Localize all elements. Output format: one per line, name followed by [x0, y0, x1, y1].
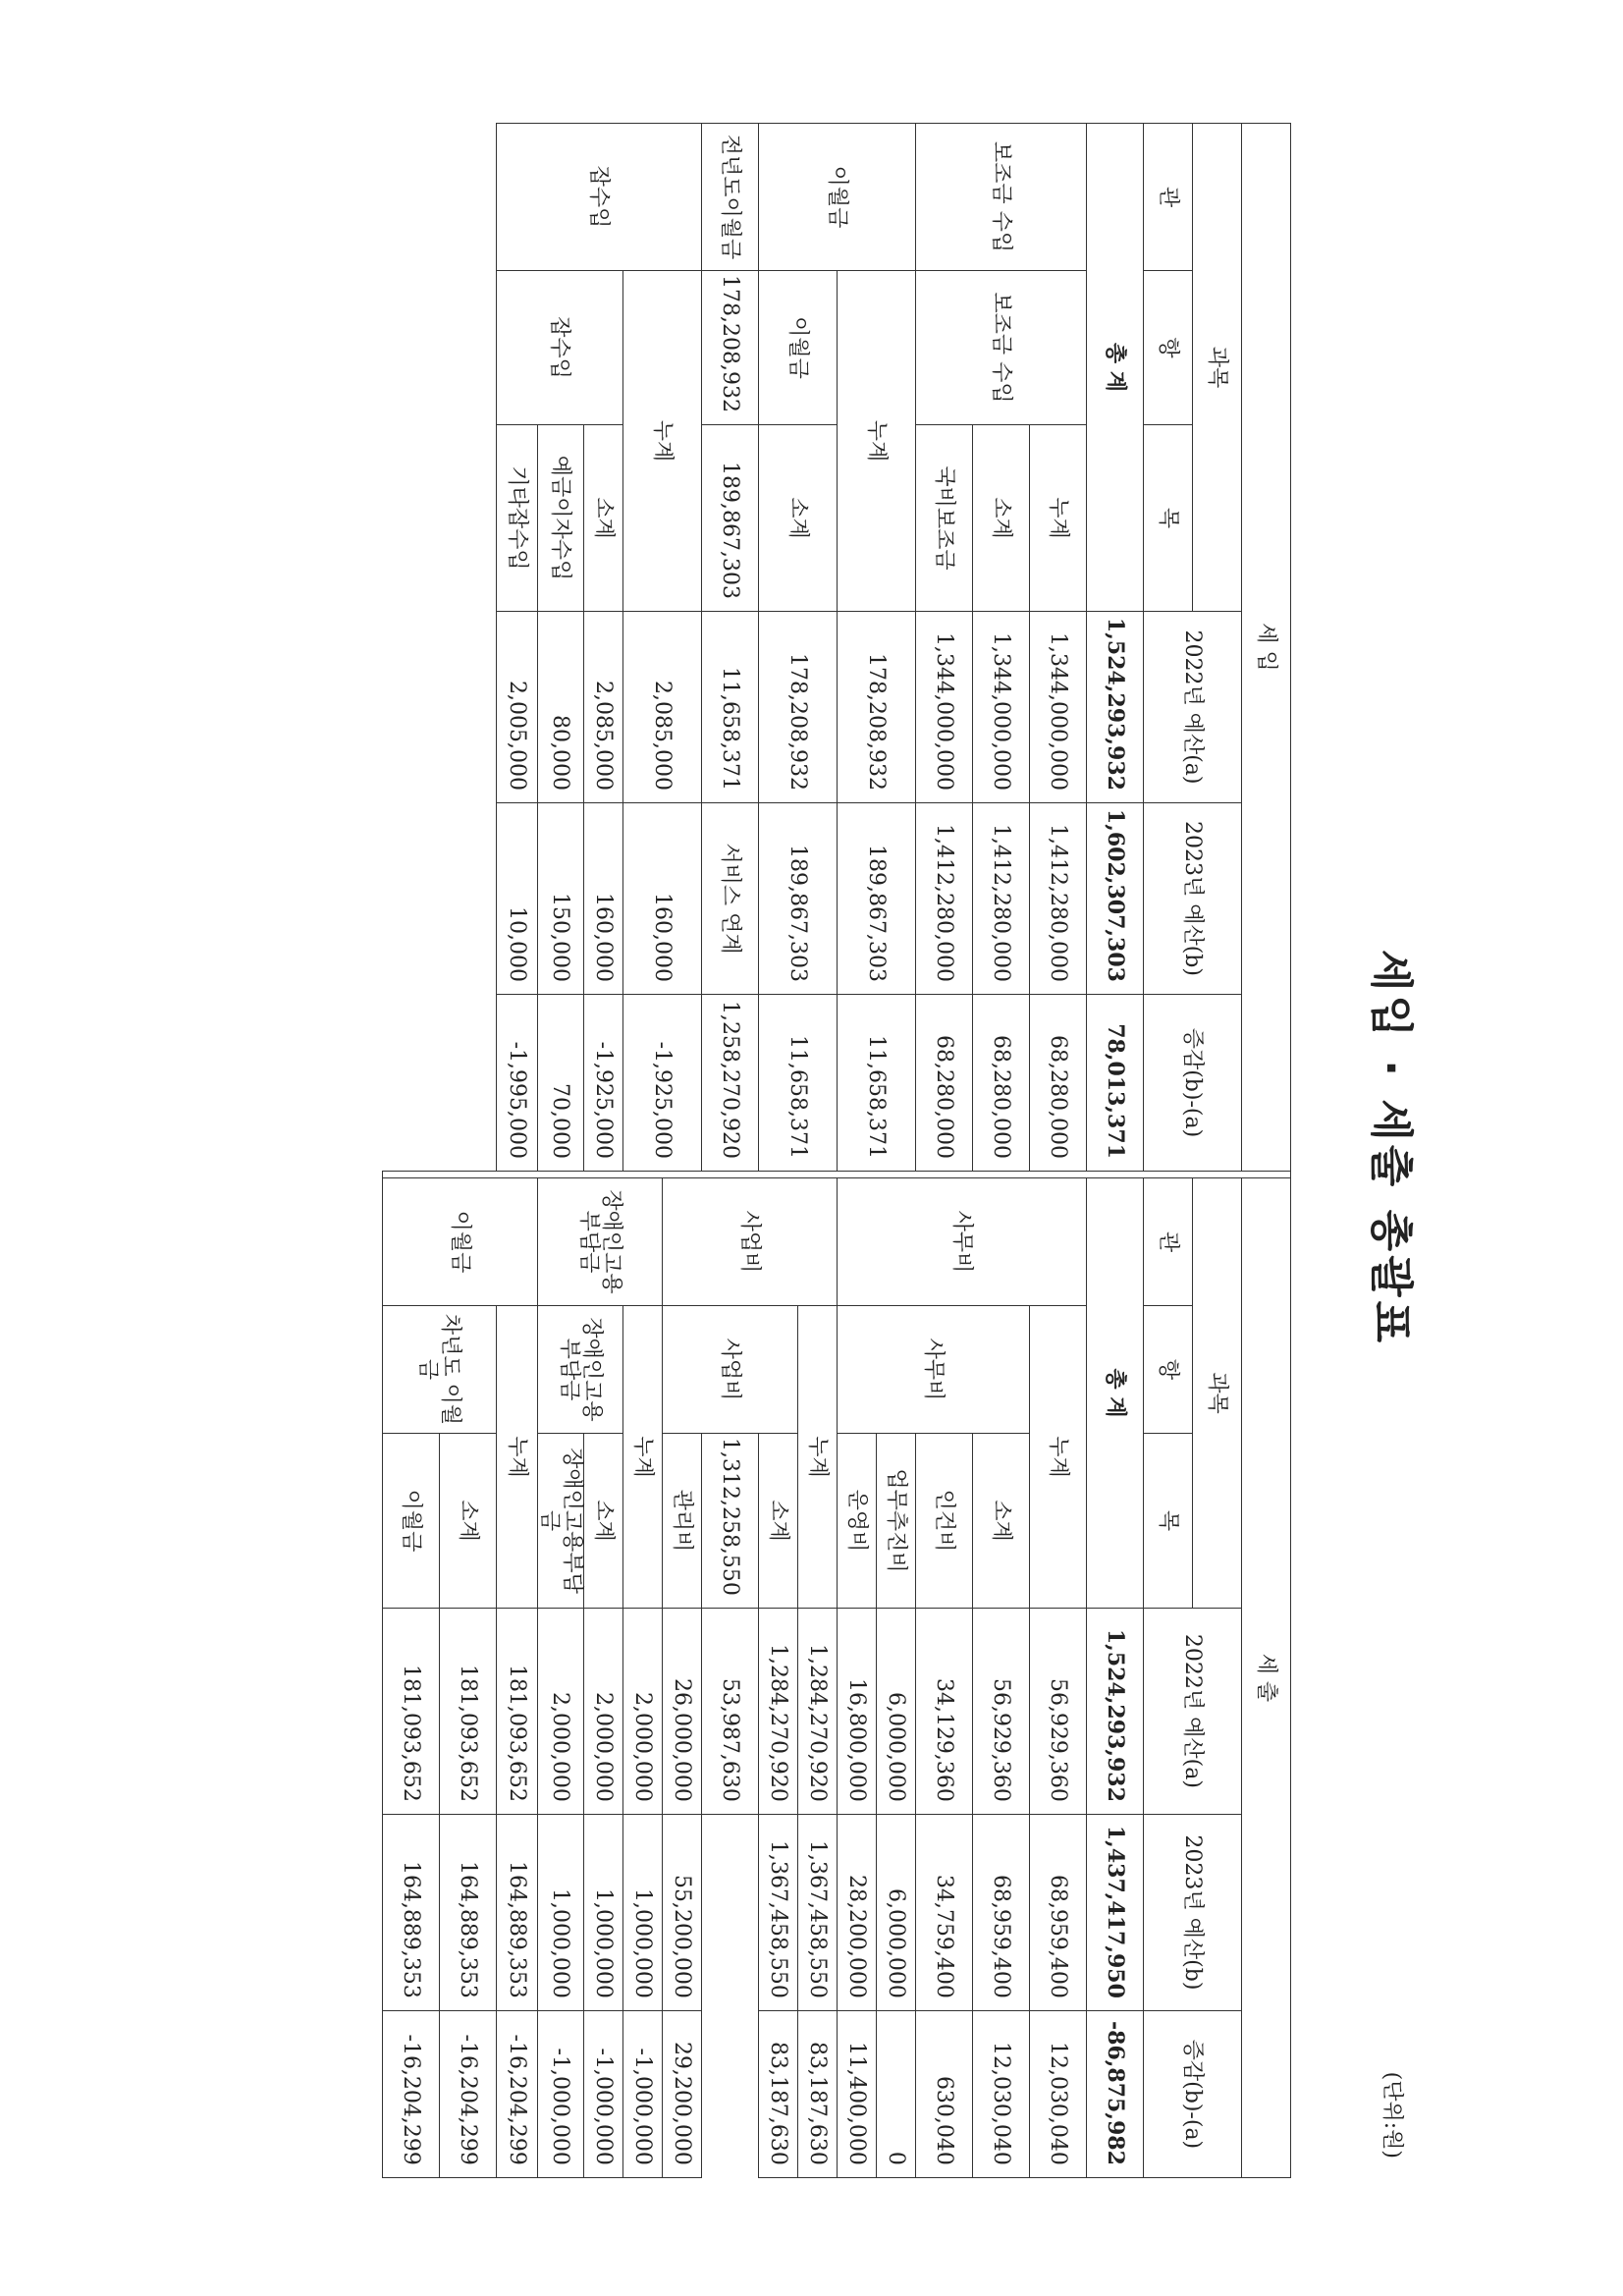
- revenue-2023-cell: 189,867,303: [838, 802, 916, 994]
- revenue-2023-cell: 150,000: [537, 802, 583, 994]
- expenditure-diff-cell: 53,987,630: [702, 1608, 759, 1814]
- revenue-2022-cell: 2,005,000: [496, 611, 537, 802]
- expenditure-mok-cell: 소계: [973, 1433, 1030, 1608]
- revenue-hang-cell: 보조금 수입: [916, 271, 1087, 425]
- expenditure-2023-cell: 68,959,400: [1030, 1814, 1087, 2010]
- revenue-total-2023: 1,602,307,303: [1087, 802, 1144, 994]
- expenditure-diff-cell: -1,000,000: [537, 2010, 583, 2177]
- expenditure-total-2023: 1,437,417,950: [1087, 1814, 1144, 2010]
- expenditure-mok-cell: 이월금: [382, 1433, 439, 1608]
- expenditure-col-2023: 2023년 예산(b): [1144, 1814, 1242, 2010]
- revenue-diff-cell: 68,280,000: [1030, 994, 1087, 1171]
- revenue-mok-cell: 소계: [584, 424, 623, 611]
- expenditure-gwan-cell: 사업비: [663, 1177, 838, 1305]
- revenue-mok-cell: 국비보조금: [916, 424, 973, 611]
- revenue-hang-cell: 누계: [623, 271, 702, 612]
- revenue-2022-cell: 178,208,932: [759, 611, 838, 802]
- expenditure-diff-cell: 29,200,000: [663, 2010, 702, 2177]
- revenue-diff-cell: 11,658,371: [702, 611, 759, 802]
- expenditure-hang-cell: 장애인고용부담금: [537, 1305, 622, 1433]
- expenditure-gwan-cell: 이월금: [382, 1177, 537, 1305]
- expenditure-mok-cell: 소계: [439, 1433, 496, 1608]
- expenditure-2023-cell: 6,000,000: [877, 1814, 916, 2010]
- expenditure-subject-header: 과목: [1193, 1177, 1242, 1608]
- revenue-col-2022: 2022년 예산(a): [1144, 611, 1242, 802]
- expenditure-2023-cell: 34,759,400: [916, 1814, 973, 2010]
- expenditure-2023-cell: 1,367,458,550: [759, 1814, 798, 2010]
- expenditure-hang-cell: 누계: [623, 1305, 663, 1608]
- revenue-section-header: 세 입: [1242, 124, 1291, 1172]
- expenditure-diff-cell: -16,204,299: [496, 2010, 537, 2177]
- revenue-2022-cell: 2,085,000: [623, 611, 702, 802]
- expenditure-mok-cell: 장애인고용부담금: [537, 1433, 583, 1608]
- revenue-col-gwan: 관: [1144, 124, 1193, 271]
- expenditure-col-diff: 증감(b)-(a): [1144, 2010, 1242, 2177]
- expenditure-diff-cell: 630,040: [916, 2010, 973, 2177]
- revenue-mok-cell: 예금이자수입: [537, 424, 583, 611]
- expenditure-2023-cell: 1,000,000: [584, 1814, 623, 2010]
- unit-label: (단위:원): [1380, 2071, 1404, 2159]
- expenditure-2022-cell: 6,000,000: [877, 1608, 916, 1814]
- expenditure-mok-cell: 소계: [584, 1433, 623, 1608]
- expenditure-2023-cell: 1,367,458,550: [798, 1814, 838, 2010]
- page-title: 세입 · 세출 총괄표: [1366, 949, 1416, 1347]
- revenue-2023-cell: 1,412,280,000: [1030, 802, 1087, 994]
- expenditure-2023-cell: 68,959,400: [973, 1814, 1030, 2010]
- expenditure-diff-cell: 83,187,630: [798, 2010, 838, 2177]
- revenue-blank-area: [382, 124, 496, 1172]
- expenditure-2022-cell: 16,800,000: [838, 1608, 877, 1814]
- revenue-2022-cell: 178,208,932: [838, 611, 916, 802]
- revenue-diff-cell: 68,280,000: [916, 994, 973, 1171]
- revenue-total-diff: 78,013,371: [1087, 994, 1144, 1171]
- expenditure-col-gwan: 관: [1144, 1177, 1193, 1305]
- revenue-2022-cell: 178,208,932: [702, 271, 759, 425]
- expenditure-mok-cell: 인건비: [916, 1433, 973, 1608]
- expenditure-2022-cell: 2,000,000: [623, 1608, 663, 1814]
- expenditure-2022-cell: 1,284,270,920: [798, 1608, 838, 1814]
- expenditure-2022-cell: 1,284,270,920: [759, 1608, 798, 1814]
- expenditure-col-2022: 2022년 예산(a): [1144, 1608, 1242, 1814]
- revenue-2023-cell: 1,412,280,000: [973, 802, 1030, 994]
- revenue-2023-cell: 189,867,303: [759, 802, 838, 994]
- revenue-gwan-cell: 잡수입: [496, 124, 701, 271]
- expenditure-2023-cell: 164,889,353: [382, 1814, 439, 2010]
- revenue-hang-cell: 잡수입: [496, 271, 622, 425]
- revenue-subject-header: 과목: [1193, 124, 1242, 612]
- expenditure-2022-cell: 56,929,360: [973, 1608, 1030, 1814]
- revenue-2022-cell: 1,344,000,000: [973, 611, 1030, 802]
- expenditure-mok-cell: 운영비: [838, 1433, 877, 1608]
- revenue-2023-cell: 1,412,280,000: [916, 802, 973, 994]
- expenditure-2022-cell: 1,258,270,920: [702, 994, 759, 1171]
- expenditure-hang-cell: 사무비: [838, 1305, 1030, 1433]
- revenue-2022-cell: 1,344,000,000: [916, 611, 973, 802]
- revenue-col-2023: 2023년 예산(b): [1144, 802, 1242, 994]
- section-divider: [382, 1171, 1290, 1177]
- revenue-hang-cell: 누계: [838, 271, 916, 612]
- revenue-diff-cell: 68,280,000: [973, 994, 1030, 1171]
- revenue-diff-cell: 11,658,371: [838, 994, 916, 1171]
- revenue-diff-cell: 70,000: [537, 994, 583, 1171]
- revenue-mok-cell: 전년도이월금: [702, 124, 759, 271]
- revenue-2022-cell: 80,000: [537, 611, 583, 802]
- expenditure-2023-cell: 164,889,353: [496, 1814, 537, 2010]
- expenditure-hang-cell: 누계: [496, 1305, 537, 1608]
- revenue-total-label: 총 계: [1087, 124, 1144, 612]
- revenue-mok-cell: 소계: [759, 424, 838, 611]
- revenue-2023-cell: 189,867,303: [702, 424, 759, 611]
- expenditure-diff-cell: -16,204,299: [382, 2010, 439, 2177]
- expenditure-2023-cell: 1,312,258,550: [702, 1433, 759, 1608]
- expenditure-mok-cell: 업무추진비: [877, 1433, 916, 1608]
- revenue-hang-cell: 이월금: [759, 271, 838, 425]
- revenue-diff-cell: 11,658,371: [759, 994, 838, 1171]
- revenue-diff-cell: -1,925,000: [584, 994, 623, 1171]
- expenditure-mok-cell: 누계: [1030, 1305, 1087, 1608]
- revenue-2022-cell: 1,344,000,000: [1030, 611, 1087, 802]
- revenue-mok-cell: 소계: [973, 424, 1030, 611]
- revenue-2023-cell: 160,000: [623, 802, 702, 994]
- expenditure-2022-cell: 2,000,000: [537, 1608, 583, 1814]
- expenditure-gwan-cell: 사무비: [838, 1177, 1087, 1305]
- expenditure-hang-cell: 사업비: [663, 1305, 798, 1433]
- expenditure-diff-cell: 11,400,000: [838, 2010, 877, 2177]
- revenue-gwan-cell: 이월금: [759, 124, 916, 271]
- revenue-mok-cell: 기타잡수입: [496, 424, 537, 611]
- expenditure-diff-cell: 83,187,630: [759, 2010, 798, 2177]
- expenditure-diff-cell: 12,030,040: [973, 2010, 1030, 2177]
- expenditure-gwan-cell: 장애인고용부담금: [537, 1177, 662, 1305]
- expenditure-2022-cell: 181,093,652: [496, 1608, 537, 1814]
- expenditure-2023-cell: 28,200,000: [838, 1814, 877, 2010]
- revenue-mok-cell: 누계: [1030, 424, 1087, 611]
- expenditure-mok-cell: 관리비: [663, 1433, 702, 1608]
- expenditure-diff-cell: 12,030,040: [1030, 2010, 1087, 2177]
- revenue-2023-cell: 160,000: [584, 802, 623, 994]
- revenue-col-diff: 증감(b)-(a): [1144, 994, 1242, 1171]
- expenditure-diff-cell: -16,204,299: [439, 2010, 496, 2177]
- revenue-gwan-cell: 보조금 수입: [916, 124, 1087, 271]
- expenditure-col-mok: 목: [1144, 1433, 1193, 1608]
- revenue-2023-cell: 10,000: [496, 802, 537, 994]
- expenditure-diff-cell: -1,000,000: [584, 2010, 623, 2177]
- expenditure-total-2022: 1,524,293,932: [1087, 1608, 1144, 1814]
- expenditure-2023-cell: 55,200,000: [663, 1814, 702, 2010]
- expenditure-2023-cell: 164,889,353: [439, 1814, 496, 2010]
- expenditure-col-hang: 항: [1144, 1305, 1193, 1433]
- expenditure-mok-cell: 서비스 연계: [702, 802, 759, 994]
- expenditure-hang-cell: 누계: [798, 1305, 838, 1608]
- expenditure-2022-cell: 26,000,000: [663, 1608, 702, 1814]
- expenditure-2022-cell: 181,093,652: [382, 1608, 439, 1814]
- budget-summary-table: [382, 123, 1291, 2178]
- expenditure-section-header: 세 출: [1242, 1177, 1291, 2177]
- expenditure-2023-cell: 1,000,000: [537, 1814, 583, 2010]
- expenditure-2022-cell: 2,000,000: [584, 1608, 623, 1814]
- revenue-2022-cell: 2,085,000: [584, 611, 623, 802]
- expenditure-diff-cell: -1,000,000: [623, 2010, 663, 2177]
- expenditure-2023-cell: 1,000,000: [623, 1814, 663, 2010]
- revenue-total-2022: 1,524,293,932: [1087, 611, 1144, 802]
- expenditure-total-label: 총 계: [1087, 1177, 1144, 1608]
- expenditure-diff-cell: 0: [877, 2010, 916, 2177]
- revenue-col-hang: 항: [1144, 271, 1193, 425]
- expenditure-2022-cell: 181,093,652: [439, 1608, 496, 1814]
- expenditure-mok-cell: 소계: [759, 1433, 798, 1608]
- expenditure-2022-cell: 34,129,360: [916, 1608, 973, 1814]
- revenue-diff-cell: -1,925,000: [623, 994, 702, 1171]
- revenue-diff-cell: -1,995,000: [496, 994, 537, 1171]
- revenue-col-mok: 목: [1144, 424, 1193, 611]
- expenditure-total-diff: -86,875,982: [1087, 2010, 1144, 2177]
- expenditure-hang-cell: 차년도 이월금: [382, 1305, 496, 1433]
- expenditure-2022-cell: 56,929,360: [1030, 1608, 1087, 1814]
